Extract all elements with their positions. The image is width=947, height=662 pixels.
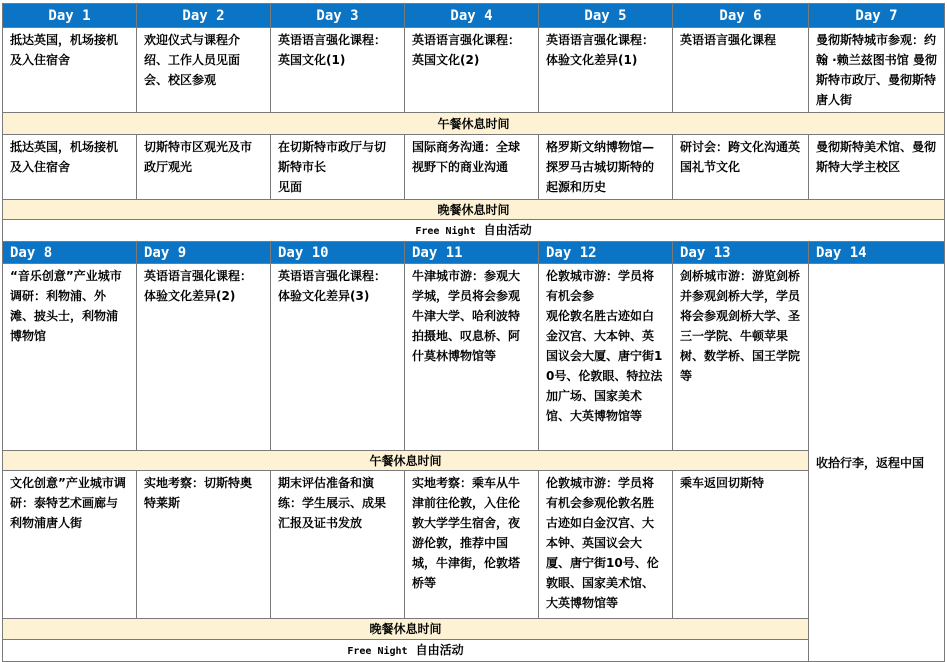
day-header: Day 12: [539, 242, 673, 264]
week2-afternoon-row: [3, 471, 945, 619]
activity-cell: 抵达英国，机场接机及入住宿舍: [3, 28, 137, 113]
day-header: Day 3: [271, 4, 405, 28]
day-header: Day 10: [271, 242, 405, 264]
lunch-break-label: 午餐休息时间: [3, 113, 945, 135]
activity-cell: 牛津城市游：参观大学城，学员将会参观牛津大学、哈利波特拍摄地、叹息桥、阿什莫林博物馆等: [405, 264, 539, 451]
activity-cell: 曼彻斯特城市参观：约翰 ·赖兰兹图书馆 曼彻斯特市政厅、曼彻斯特唐人街: [809, 28, 945, 113]
day-header: Day 14: [809, 242, 945, 264]
free-night-cn: 自由活动: [483, 222, 532, 237]
lunch-break-label: 午餐休息时间: [3, 451, 809, 471]
activity-cell: 乘车返回切斯特: [673, 471, 809, 619]
activity-cell: 在切斯特市政厅与切斯特市长 见面: [271, 135, 405, 200]
free-night-en: Free Night: [347, 645, 408, 657]
day-header: Day 9: [137, 242, 271, 264]
activity-cell: 曼彻斯特美术馆、曼彻斯特大学主校区: [809, 135, 945, 200]
day-header: Day 2: [137, 4, 271, 28]
free-night-label: [3, 640, 809, 662]
activity-cell: 英语语言强化课程：英国文化(1): [271, 28, 405, 113]
day-header: Day 7: [809, 4, 945, 28]
day-header: Day 5: [539, 4, 673, 28]
week1-lunch-row: [3, 113, 945, 135]
activity-cell: 欢迎仪式与课程介绍、工作人员见面会、校区参观: [137, 28, 271, 113]
day14-cell: 收拾行李，返程中国: [809, 264, 945, 662]
activity-cell: 剑桥城市游：游览剑桥并参观剑桥大学，学员将会参观剑桥大学、圣三一学院、牛顿苹果树、数学桥、国王学院等: [673, 264, 809, 451]
week2-night-row: [3, 640, 945, 662]
activity-cell: 研讨会：跨文化沟通英国礼节文化: [673, 135, 809, 200]
activity-cell: 实地考察：乘车从牛津前往伦敦，入住伦敦大学学生宿舍，夜游伦敦，推荐中国城，牛津街，伦敦塔桥等: [405, 471, 539, 619]
week2-dinner-row: [3, 619, 945, 640]
day-header: Day 13: [673, 242, 809, 264]
free-night-cn: 自由活动: [415, 642, 464, 657]
week1-night-row: [3, 220, 945, 242]
week2-header-row: [3, 242, 945, 264]
free-night-label: [3, 220, 945, 242]
week1-morning-row: [3, 28, 945, 113]
day-header: Day 6: [673, 4, 809, 28]
dinner-break-label: 晚餐休息时间: [3, 619, 809, 640]
activity-cell: 切斯特市区观光及市政厅观光: [137, 135, 271, 200]
itinerary-table: [2, 3, 945, 662]
day-header: Day 1: [3, 4, 137, 28]
activity-cell: 期末评估准备和演练：学生展示、成果汇报及证书发放: [271, 471, 405, 619]
activity-cell: 英语语言强化课程：英国文化(2): [405, 28, 539, 113]
week1-header-row: [3, 4, 945, 28]
activity-cell: 伦敦城市游：学员将有机会参 观伦敦名胜古迹如白金汉宫、大本钟、英国议会大厦、唐宁街10号、伦敦眼、特拉法加广场、国家美术馆、大英博物馆等: [539, 264, 673, 451]
day-header: Day 8: [3, 242, 137, 264]
activity-cell: 国际商务沟通：全球视野下的商业沟通: [405, 135, 539, 200]
activity-cell: 伦敦城市游：学员将有机会参观伦敦名胜古迹如白金汉宫、大本钟、英国议会大厦、唐宁街10号、伦敦眼、国家美术馆、大英博物馆等: [539, 471, 673, 619]
activity-cell: 格罗斯文纳博物馆—探罗马古城切斯特的起源和历史: [539, 135, 673, 200]
week2-lunch-row: [3, 451, 945, 471]
activity-cell: 英语语言强化课程：体验文化差异(2): [137, 264, 271, 451]
activity-cell: “音乐创意”产业城市调研：利物浦、外滩、披头士，利物浦博物馆: [3, 264, 137, 451]
free-night-en: Free Night: [415, 225, 476, 237]
activity-cell: 抵达英国，机场接机及入住宿舍: [3, 135, 137, 200]
activity-cell: 实地考察：切斯特奥特莱斯: [137, 471, 271, 619]
week2-morning-row: [3, 264, 945, 451]
activity-cell: 英语语言强化课程：体验文化差异(1): [539, 28, 673, 113]
week1-dinner-row: [3, 200, 945, 220]
dinner-break-label: 晚餐休息时间: [3, 200, 945, 220]
activity-cell: 文化创意”产业城市调研：泰特艺术画廊与利物浦唐人街: [3, 471, 137, 619]
day-header: Day 11: [405, 242, 539, 264]
day-header: Day 4: [405, 4, 539, 28]
activity-cell: 英语语言强化课程: [673, 28, 809, 113]
week1-afternoon-row: [3, 135, 945, 200]
activity-cell: 英语语言强化课程：体验文化差异(3): [271, 264, 405, 451]
